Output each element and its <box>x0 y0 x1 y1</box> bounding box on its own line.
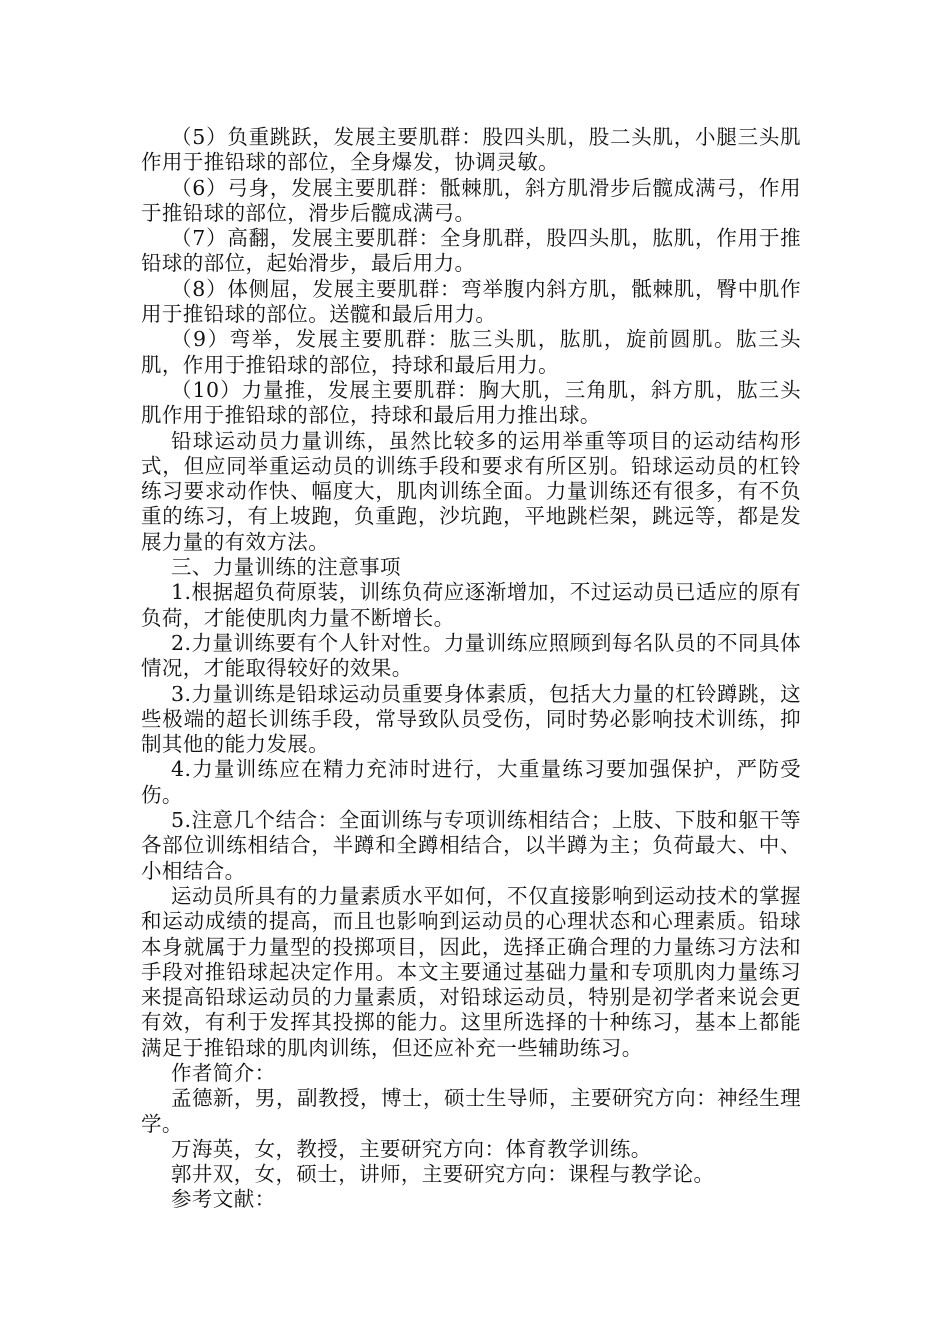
paragraph-exercise-10: （10）力量推，发展主要肌群：胸大肌，三角肌，斜方肌，肱三头肌作用于推铅球的部位，持球和最后用力推出球。 <box>141 377 801 428</box>
author-guo: 郭井双，女，硕士，讲师，主要研究方向：课程与教学论。 <box>171 1162 715 1187</box>
paragraph-exercise-9: （9）弯举，发展主要肌群：肱三头肌，肱肌，旋前圆肌。肱三头肌，作用于推铅球的部位，持球和最后用力。 <box>141 327 801 377</box>
document-body <box>141 125 801 1213</box>
section-heading-precautions: 三、力量训练的注意事项 <box>171 555 401 580</box>
paragraph-precaution-2: 2.力量训练要有个人针对性。力量训练应照顾到每名队员的不同具体情况，才能取得较好的效果。 <box>141 630 801 681</box>
paragraph-precaution-1: 1.根据超负荷原装，训练负荷应逐渐增加，不过运动员已适应的原有负荷，才能使肌肉力量不断增长。 <box>141 580 801 630</box>
paragraph-conclusion: 运动员所具有的力量素质水平如何，不仅直接影响到运动技术的掌握和运动成绩的提高，而且也影响到运动员的心理状态和心理素质。铅球本身就属于力量型的投掷项目，因此，选择正确合理的力量练习方法和手段对推铅球起决定作用。本文主要通过基础力量和专项肌肉力量练习来提高铅球运动员的力量素质，对铅球运动员，特别是初学者来说会更有效，有利于发挥其投掷的能力。这里所选择的十种练习，基本上都能满足于推铅球的肌肉训练，但还应补充一些辅助练习。 <box>141 883 801 1060</box>
paragraph-exercise-6: （6）弓身，发展主要肌群：骶棘肌，斜方肌滑步后髋成满弓，作用于推铅球的部位，滑步后髋成满弓。 <box>141 175 801 225</box>
paragraph-precaution-5: 5.注意几个结合：全面训练与专项训练相结合；上肢、下肢和躯干等各部位训练相结合，半蹲和全蹲相结合，以半蹲为主；负荷最大、中、小相结合。 <box>141 808 801 883</box>
paragraph-precaution-4: 4.力量训练应在精力充沛时进行，大重量练习要加强保护，严防受伤。 <box>141 757 801 807</box>
paragraph-precaution-3: 3.力量训练是铅球运动员重要身体素质，包括大力量的杠铃蹲跳，这些极端的超长训练手段，常导致队员受伤，同时势必影响技术训练，抑制其他的能力发展。 <box>141 681 801 757</box>
references-heading: 参考文献： <box>171 1187 276 1212</box>
paragraph-exercise-8: （8）体侧屈，发展主要肌群：弯举腹内斜方肌，骶棘肌，臀中肌作用于推铅球的部位。送髋和最后用力。 <box>141 276 801 327</box>
author-meng: 孟德新，男，副教授，博士，硕士生导师，主要研究方向：神经生理学。 <box>141 1086 801 1136</box>
paragraph-exercise-5: （5）负重跳跃，发展主要肌群：股四头肌，股二头肌，小腿三头肌作用于推铅球的部位，全身爆发，协调灵敏。 <box>141 125 801 175</box>
paragraph-training-summary: 铅球运动员力量训练，虽然比较多的运用举重等项目的运动结构形式，但应同举重运动员的训练手段和要求有所区别。铅球运动员的杠铃练习要求动作快、幅度大，肌肉训练全面。力量训练还有很多，有不负重的练习，有上坡跑，负重跑，沙坑跑，平地跳栏架，跳远等，都是发展力量的有效方法。 <box>141 428 801 554</box>
author-wan: 万海英，女，教授，主要研究方向：体育教学训练。 <box>171 1136 652 1161</box>
paragraph-exercise-7: （7）高翻，发展主要肌群：全身肌群，股四头肌，肱肌，作用于推铅球的部位，起始滑步，最后用力。 <box>141 226 801 276</box>
author-intro-heading: 作者简介： <box>171 1060 276 1085</box>
